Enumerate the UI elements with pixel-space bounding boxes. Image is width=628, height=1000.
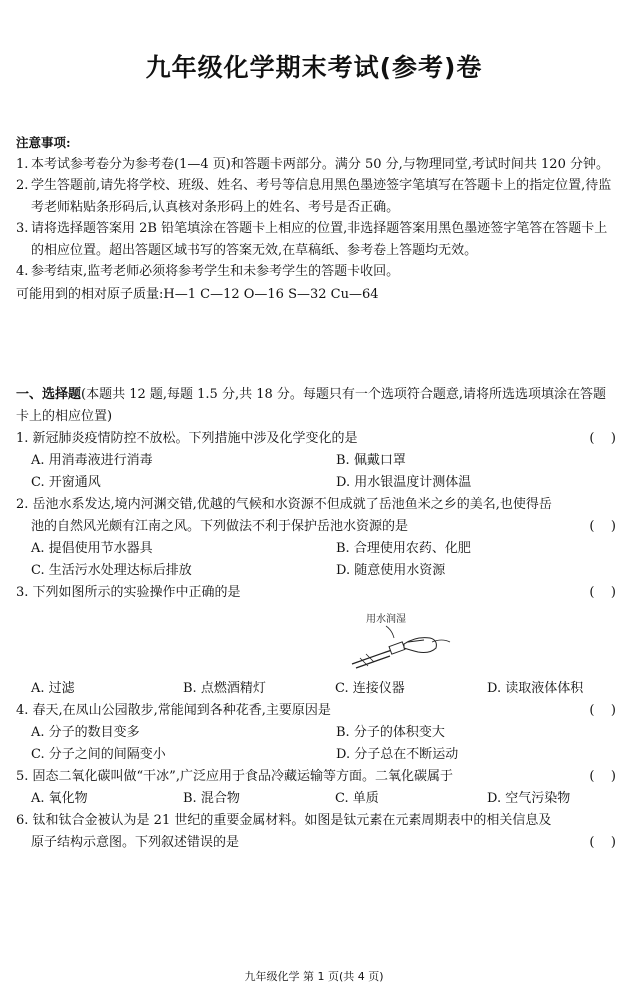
section-multiple-choice — [16, 384, 616, 854]
answer-paren: ( ) — [589, 431, 616, 446]
answer-paren: ( ) — [589, 835, 616, 850]
notes-block — [16, 132, 616, 305]
note-item: 2. 学生答题前,请先将学校、班级、姓名、考号等信息用黑色墨迹签字笔填写在答题卡上的指定位置,待监考老师粘贴条形码后,认真核对条形码上的姓名、考号是否正确。 — [16, 178, 612, 215]
question-4-stem: 4. 春天,在凤山公园散步,常能闻到各种花香,主要原因是 ( ) — [16, 700, 616, 722]
question-1-stem: 1. 新冠肺炎疫情防控不放松。下列措施中涉及化学变化的是 ( ) — [16, 428, 616, 450]
answer-paren: ( ) — [589, 703, 616, 718]
section-heading: 一、选择题(本题共 12 题,每题 1.5 分,共 18 分。每题只有一个选项符合题意,请将所选选项填涂在答题卡上的相应位置) — [16, 387, 607, 424]
option-d: D. 读取液体体积 — [487, 681, 584, 696]
option-b: B. 分子的体积变大 — [336, 725, 445, 740]
option-a: A. 氧化物 — [31, 791, 88, 806]
option-c: C. 开窗通风 — [31, 475, 101, 490]
option-a: A. 过滤 — [31, 681, 75, 696]
option-d: D. 用水银温度计测体温 — [336, 475, 472, 490]
figure-label: 用水润湿 — [366, 614, 406, 625]
option-a: A. 分子的数目变多 — [31, 725, 140, 740]
option-b: B. 合理使用农药、化肥 — [336, 541, 471, 556]
option-b: B. 点燃酒精灯 — [183, 681, 266, 696]
connect-instrument-illustration — [346, 608, 456, 674]
option-c: C. 连接仪器 — [335, 681, 405, 696]
question-6-stem: 6. 钛和钛合金被认为是 21 世纪的重要金属材料。如图是钛元素在元素周期表中的相关信息及原子结构示意图。下列叙述错误的是 ( ) — [16, 810, 616, 854]
note-item: 4. 参考结束,监考老师必须将参考学生和未参考学生的答题卡收回。 — [16, 264, 400, 279]
question-2-options — [16, 538, 616, 582]
option-d: D. 空气污染物 — [487, 791, 571, 806]
option-d: D. 随意使用水资源 — [336, 563, 446, 578]
note-item: 1. 本考试参考卷分为参考卷(1—4 页)和答题卡两部分。满分 50 分,与物理同堂,考试时间共 120 分钟。 — [16, 156, 609, 172]
option-c: C. 分子之间的间隔变小 — [31, 747, 166, 762]
experiment-figure — [16, 604, 616, 678]
question-5-options — [16, 788, 616, 810]
question-4-options — [16, 722, 616, 766]
atomic-masses: 可能用到的相对原子质量:H—1 C—12 O—16 S—32 Cu—64 — [16, 286, 379, 302]
exam-title: 九年级化学期末考试(参考)卷 — [145, 53, 483, 82]
option-a: A. 用消毒液进行消毒 — [31, 453, 153, 468]
option-b: B. 佩戴口罩 — [336, 453, 406, 468]
question-3-stem: 3. 下列如图所示的实验操作中正确的是 ( ) — [16, 582, 616, 604]
option-b: B. 混合物 — [183, 791, 240, 806]
answer-paren: ( ) — [589, 519, 616, 534]
option-c: C. 单质 — [335, 791, 379, 806]
answer-paren: ( ) — [589, 769, 616, 784]
option-d: D. 分子总在不断运动 — [336, 747, 459, 762]
page-footer: 九年级化学 第 1 页(共 4 页) — [244, 970, 384, 983]
note-item: 3. 请将选择题答案用 2B 铅笔填涂在答题卡上相应的位置,非选择题答案用黑色墨迹签字笔答在答题卡上的相应位置。超出答题区域书写的答案无效,在草稿纸、参考卷上答题均无效。 — [16, 221, 608, 258]
question-3-options — [16, 678, 616, 700]
answer-paren: ( ) — [589, 585, 616, 600]
question-5-stem: 5. 固态二氧化碳叫做“干冰”,广泛应用于食品冷藏运输等方面。二氧化碳属于 ( ) — [16, 766, 616, 788]
notes-heading: 注意事项: — [16, 135, 71, 150]
question-2-stem: 2. 岳池水系发达,境内河渊交错,优越的气候和水资源不但成就了岳池鱼米之乡的美名,也使得岳池的自然风光颇有江南之风。下列做法不利于保护岳池水资源的是 ( ) — [16, 494, 616, 538]
option-a: A. 提倡使用节水器具 — [31, 541, 153, 556]
question-1-options — [16, 450, 616, 494]
option-c: C. 生活污水处理达标后排放 — [31, 563, 192, 578]
